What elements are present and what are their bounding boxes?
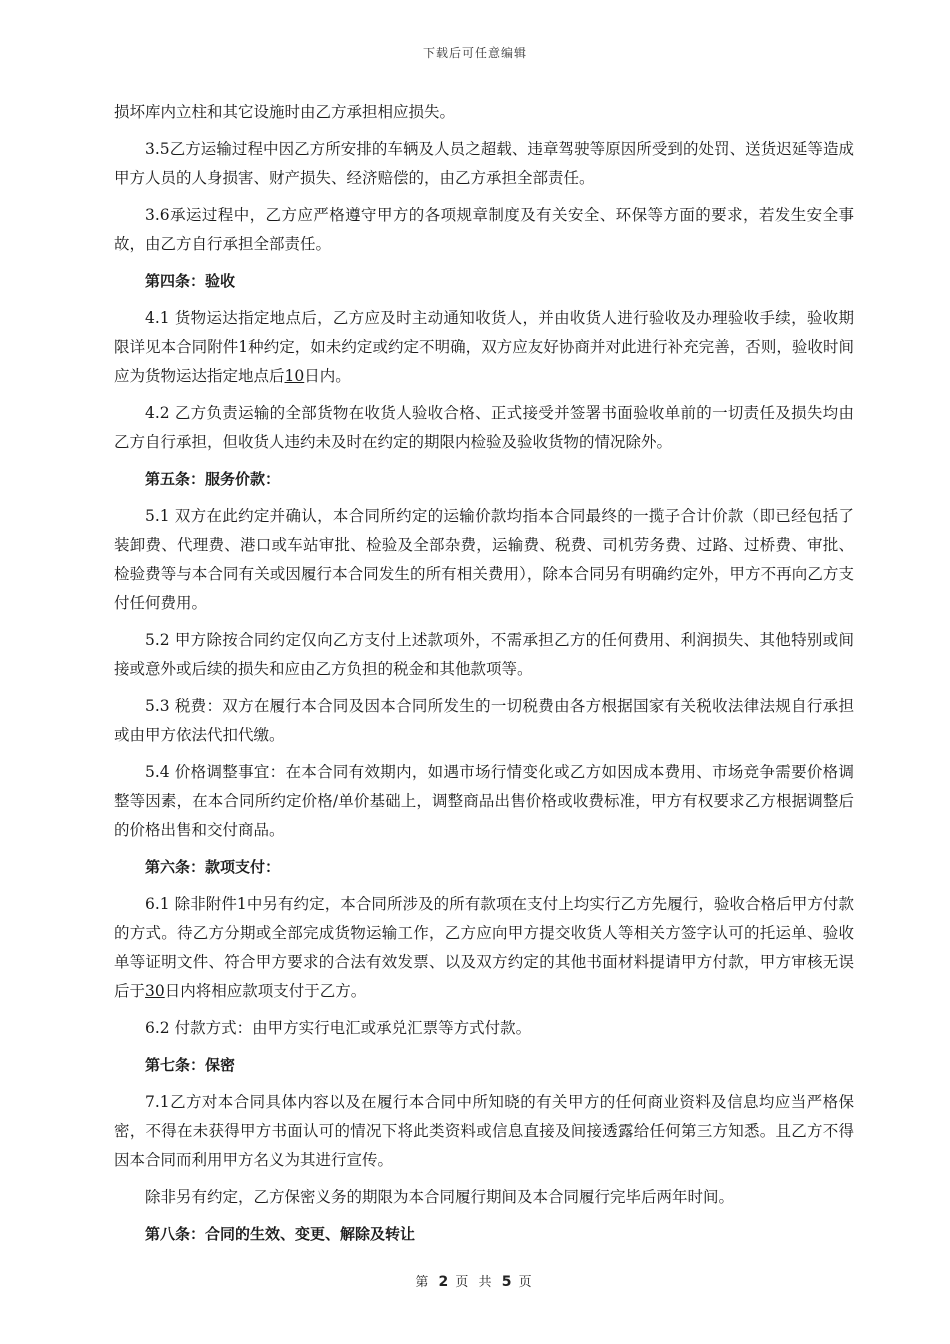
footer-prefix: 第	[415, 1275, 432, 1290]
paragraph-6-1-tail: 日内将相应款项支付于乙方。	[164, 982, 367, 1000]
footer-total-pages: 5	[501, 1274, 512, 1290]
paragraph-4-1-tail: 日内。	[304, 367, 351, 385]
footer-middle: 页 共	[455, 1275, 495, 1290]
acceptance-days-value: 10	[284, 367, 305, 385]
paragraph-5-2: 5.2 甲方除按合同约定仅向乙方支付上述款项外，不需承担乙方的任何费用、利润损失、其他特别或间接或意外或后续的损失和应由乙方负担的税金和其他款项等。	[114, 631, 854, 678]
section-heading-4: 第四条：验收	[145, 272, 236, 290]
paragraph-6-1	[114, 890, 854, 1006]
paragraph-4-1-text: 4.1 货物运达指定地点后，乙方应及时主动通知收货人，并由收货人进行验收及办理验收手续，验收期限详见本合同附件1种约定，如未约定或约定不明确，双方应友好协商并对此进行补充完善，否则，验收时间应为货物运达指定地点后	[114, 309, 854, 385]
paragraph-3-5: 3.5乙方运输过程中因乙方所安排的车辆及人员之超载、违章驾驶等原因所受到的处罚、送货迟延等造成甲方人员的人身损害、财产损失、经济赔偿的，由乙方承担全部责任。	[114, 140, 854, 187]
paragraph-5-1: 5.1 双方在此约定并确认，本合同所约定的运输价款均指本合同最终的一揽子合计价款（即已经包括了装卸费、代理费、港口或车站审批、检验及全部杂费，运输费、税费、司机劳务费、过路、过桥费、审批、检验费等与本合同有关或因履行本合同发生的所有相关费用），除本合同另有明确约定外，甲方不再向乙方支付任何费用。	[114, 507, 854, 612]
paragraph-6-2: 6.2 付款方式：由甲方实行电汇或承兑汇票等方式付款。	[145, 1019, 532, 1037]
section-heading-6: 第六条：款项支付：	[145, 858, 281, 876]
section-heading-7: 第七条：保密	[145, 1056, 236, 1074]
paragraph-7-2: 除非另有约定，乙方保密义务的期限为本合同履行期间及本合同履行完毕后两年时间。	[145, 1188, 735, 1206]
footer-page-number: 2	[438, 1274, 449, 1290]
paragraph-4-2: 4.2 乙方负责运输的全部货物在收货人验收合格、正式接受并签署书面验收单前的一切责任及损失均由乙方自行承担，但收货人违约未及时在约定的期限内检验及验收货物的情况除外。	[114, 404, 854, 451]
paragraph-6-1-text: 6.1 除非附件1中另有约定，本合同所涉及的所有款项在支付上均实行乙方先履行，验收合格后甲方付款的方式。待乙方分期或全部完成货物运输工作，乙方应向甲方提交收货人等相关方签字认可的托运单、验收单等证明文件、符合甲方要求的合法有效发票、以及双方约定的其他书面材料提请甲方付款，甲方审核无误后于	[114, 895, 854, 1000]
paragraph-4-1	[114, 304, 854, 391]
paragraph-3-6: 3.6承运过程中，乙方应严格遵守甲方的各项规章制度及有关安全、环保等方面的要求，若发生安全事故，由乙方自行承担全部责任。	[114, 206, 854, 253]
paragraph-3-4-tail: 损坏库内立柱和其它设施时由乙方承担相应损失。	[114, 103, 456, 121]
footer-suffix: 页	[518, 1275, 535, 1290]
paragraph-5-4: 5.4 价格调整事宜：在本合同有效期内，如遇市场行情变化或乙方如因成本费用、市场竞争需要价格调整等因素，在本合同所约定价格/单价基础上，调整商品出售价格或收费标准，甲方有权要求乙方根据调整后的价格出售和交付商品。	[114, 763, 854, 839]
page-footer	[0, 1271, 950, 1290]
payment-days-value: 30	[145, 982, 165, 1000]
document-body	[114, 98, 854, 1257]
section-heading-8: 第八条：合同的生效、变更、解除及转让	[145, 1225, 416, 1243]
paragraph-7-1: 7.1乙方对本合同具体内容以及在履行本合同中所知晓的有关甲方的任何商业资料及信息均应当严格保密，不得在未获得甲方书面认可的情况下将此类资料或信息直接及间接透露给任何第三方知悉。且乙方不得因本合同而利用甲方名义为其进行宣传。	[114, 1093, 854, 1169]
paragraph-5-3: 5.3 税费：双方在履行本合同及因本合同所发生的一切税费由各方根据国家有关税收法律法规自行承担或由甲方依法代扣代缴。	[114, 697, 854, 744]
page-header-note: 下载后可任意编辑	[422, 46, 527, 60]
section-heading-5: 第五条：服务价款：	[145, 470, 281, 488]
